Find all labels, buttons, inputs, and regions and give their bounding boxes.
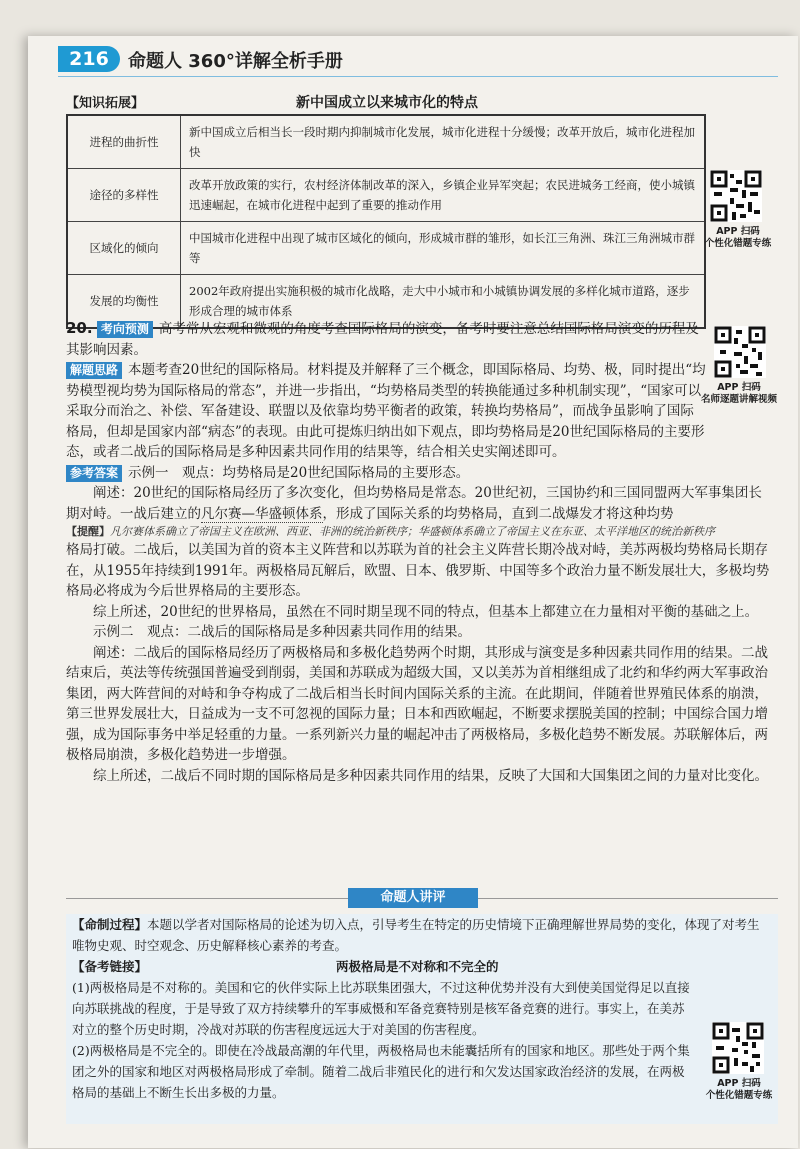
knowledge-label: 【知识拓展】 — [66, 96, 145, 111]
tip-text: 凡尔赛体系确立了帝国主义在欧洲、西亚、非洲的统治新秩序；华盛顿体系确立了帝国主义在东亚、太平洋地区的统治新秩序 — [110, 525, 715, 538]
tag-answer: 参考答案 — [66, 465, 122, 482]
desc-cell: 新中国成立后相当长一段时期内抑制城市化发展，城市化进程十分缓慢；改革开放后，城市化进程加快 — [181, 115, 706, 169]
link-title: 两极格局是不对称和不完全的 — [336, 959, 499, 974]
table-row — [67, 115, 705, 169]
knowledge-table — [66, 114, 706, 329]
book-page — [28, 36, 798, 1148]
qr-caption: APP 扫码 个性化错题专练 — [704, 226, 772, 249]
feature-cell: 进程的曲折性 — [67, 115, 181, 169]
review-bar — [66, 888, 778, 910]
review-title: 命题人讲评 — [348, 888, 478, 908]
header-rule — [58, 76, 778, 77]
tag-forecast: 考向预测 — [97, 321, 153, 338]
question-content: 20. 考向预测 高考常从宏观和微观的角度考查国际格局的演变，备考时要注意总结国际格局演变的历程及其影响因素。 解题思路 本题考查20世纪的国际格局。材料提及并解释了三个概念，即国际格局、均势、极，同时提出“均势模型视均势为国际格局的常态”，并进一步指出，“均势格局类型的转换能通过多种机制实现”，“国家可以采取分而治之、补偿、军备建设、联盟以及依靠均势平衡者的政策，转换均势格局”，而战争虽影响了国际格局，但却是国家内部“病态”的表现。由此可提炼归纳出如下观点，即均势格局是20世纪国际格局的主要形态，或者二战后的国际格局是多种因素共同作用的结果等，结合相关史实阐述即可。 参考答案 示例一 观点：均势格局是20世纪国际格局的主要形态。 阐述：20世纪的国际格局经历了多次变化，但均势格局是常态。20世纪初，三国协约和三国同盟两大军事集团长期对峙。一战后建立的凡尔赛—华盛顿体系，形成了国际关系的均势格局，直到二战爆发才将这种均势 【提醒】凡尔赛体系确立了帝国主义在欧洲、西亚、非洲的统治新秩序；华盛顿体系确立了帝国主义在东亚、太平洋地区的统治新秩序 格局打破。二战后，以美国为首的资本主义阵营和以苏联为首的社会主义阵营长期冷战对峙，美苏两极均势格局长期存在，从1955年持续到1991年。两极格局瓦解后，欧盟、日本、俄罗斯、中国等多个政治力量不断发展壮大，多极均势格局必将成为今后世界格局的主要形态。 综上所述，20世纪的世界格局，虽然在不同时期呈现不同的特点，但基本上都建立在力量相对平衡的基础之上。 示例二 观点：二战后的国际格局是多种因素共同作用的结果。 阐述：二战后的国际格局经历了两极格局和多极化趋势两个时期，其形成与演变是多种因素共同作用的结果。二战结束后，英法等传统强国普遍受到削弱，美国和苏联成为超级大国，又以美苏为首相继组成了北约和华约两大军事政治集团，两大阵营间的对峙和争夺构成了二战后相当长时间内国际关系的主流。在此期间，伴随着世界殖民体系的崩溃，第三世界发展壮大，日益成为一支不可忽视的国际力量；日本和西欧崛起，不断要求摆脱美国的控制；中国综合国力增强，成为国际事务中举足轻重的力量。一系列新兴力量的崛起冲击了两极格局，多极化趋势不断发展。苏联解体后，两极格局崩溃，多极化趋势进一步增强。 综上所述，二战后不同时期的国际格局是多种因素共同作用的结果，反映了大国和大国集团之间的力量对比变化。 — [66, 318, 770, 786]
feature-cell: 发展的均衡性 — [67, 275, 181, 329]
tag-approach: 解题思路 — [66, 362, 122, 379]
review-section — [66, 914, 778, 1124]
process-label: 【命制过程】 — [72, 917, 148, 932]
table-row — [67, 169, 705, 222]
example2-para2: 综上所述，二战后不同时期的国际格局是多种因素共同作用的结果，反映了大国和大国集团之间的力量对比变化。 — [93, 767, 768, 784]
page-header — [28, 44, 798, 74]
example2-title: 示例二 观点：二战后的国际格局是多种因素共同作用的结果。 — [93, 624, 471, 640]
review-para1: (1)两极格局是不对称的。美国和它的伙伴实际上比苏联集团强大，不过这种优势并没有大到使美国觉得足以直接向苏联挑战的程度，于是导致了双方持续攀升的军事威慑和军备竞赛特别是核军备竞赛的进行。事实上，在美苏对立的整个历史时期，冷战对苏联的伤害程度远远大于对美国的伤害程度。 — [72, 980, 690, 1037]
page-number: 216 — [58, 46, 120, 72]
example1-para3: 综上所述，20世纪的世界格局，虽然在不同时期呈现不同的特点，但基本上都建立在力量相对平衡的基础之上。 — [93, 603, 759, 620]
feature-cell: 途径的多样性 — [67, 169, 181, 222]
approach-text: 本题考查20世纪的国际格局。材料提及并解释了三个概念，即国际格局、均势、极，同时提出“均势模型视均势为国际格局的常态”，并进一步指出，“均势格局类型的转换能通过多种机制实现”，“国家可以采取分而治之、补偿、军备建设、联盟以及依靠均势平衡者的政策，转换均势格局”，而战争虽影响了国际格局，但却是国家内部“病态”的表现。由此可提炼归纳出如下观点，即均势格局是20世纪国际格局的主要形态，或者二战后的国际格局是多种因素共同作用的结果等，结合相关史实阐述即可。 — [66, 362, 706, 460]
tip-note — [66, 524, 770, 540]
qr-code-icon[interactable] — [710, 170, 762, 222]
process-text: 本题以学者对国际格局的论述为切入点，引导考生在特定的历史情境下正确理解世界局势的变化，体现了对考生唯物史观、时空观念、历史解释核心素养的考查。 — [72, 917, 760, 953]
desc-cell: 2002年政府提出实施积极的城市化战略，走大中小城市和小城镇协调发展的多样化城市道路，逐步形成合理的城市体系 — [181, 275, 706, 329]
qr-caption: APP 扫码 名师逐题讲解视频 — [700, 382, 777, 405]
desc-cell: 中国城市化进程中出现了城市区域化的倾向，形成城市群的雏形，如长江三角洲、珠江三角洲城市群等 — [181, 222, 706, 275]
qr-caption: APP 扫码 个性化错题专练 — [705, 1078, 773, 1101]
example1-para2: 格局打破。二战后，以美国为首的资本主义阵营和以苏联为首的社会主义阵营长期冷战对峙，美苏两极均势格局长期存在，从1955年持续到1991年。两极格局瓦解后，欧盟、日本、俄罗斯、中国等多个政治力量不断发展壮大，多极均势格局必将成为今后世界格局的主要形态。 — [66, 542, 770, 599]
example1-title: 示例一 观点：均势格局是20世纪国际格局的主要形态。 — [128, 464, 470, 481]
book-title: 命题人 360°详解全析手册 — [128, 51, 343, 72]
link-label: 【备考链接】 — [72, 959, 148, 974]
qr-code-icon[interactable] — [712, 1022, 764, 1074]
knowledge-section — [66, 90, 706, 329]
example2-para1: 阐述：二战后的国际格局经历了两极格局和多极化趋势两个时期，其形成与演变是多种因素共同作用的结果。二战结束后，英法等传统强国普遍受到削弱，美国和苏联成为超级大国，又以美苏为首相继组成了北约和华约两大军事政治集团，两大阵营间的对峙和争夺构成了二战后相当长时间内国际关系的主流。在此期间，伴随着世界殖民体系的崩溃，第三世界发展壮大，日益成为一支不可忽视的国际力量；日本和西欧崛起，不断要求摆脱美国的控制；中国综合国力增强，成为国际事务中举足轻重的力量。一系列新兴力量的崛起冲击了两极格局，多极化趋势不断发展。苏联解体后，两极格局崩溃，多极化趋势进一步增强。 — [66, 644, 768, 763]
knowledge-title: 新中国成立以来城市化的特点 — [296, 95, 478, 111]
desc-cell: 改革开放政策的实行，农村经济体制改革的深入，乡镇企业异军突起；农民进城务工经商，使小城镇迅速崛起，在城市化进程中起到了重要的推动作用 — [181, 169, 706, 222]
question-number: 20. — [66, 319, 93, 337]
review-para2: (2)两极格局是不完全的。即使在冷战最高潮的年代里，两极格局也未能囊括所有的国家和地区。那些处于两个集团之外的国家和地区对两极格局形成了牵制。随着二战后非殖民化的进行和欠发达国家政治经济的发展，在两极格局的基础上不断生长出多极的力量。 — [72, 1043, 690, 1100]
forecast-text: 高考常从宏观和微观的角度考查国际格局的演变，备考时要注意总结国际格局演变的历程及其影响因素。 — [66, 321, 699, 358]
tip-label: 【提醒】 — [66, 525, 110, 538]
table-row — [67, 222, 705, 275]
feature-cell: 区域化的倾向 — [67, 222, 181, 275]
underlined-term: 凡尔赛—华盛顿体系 — [201, 505, 323, 522]
